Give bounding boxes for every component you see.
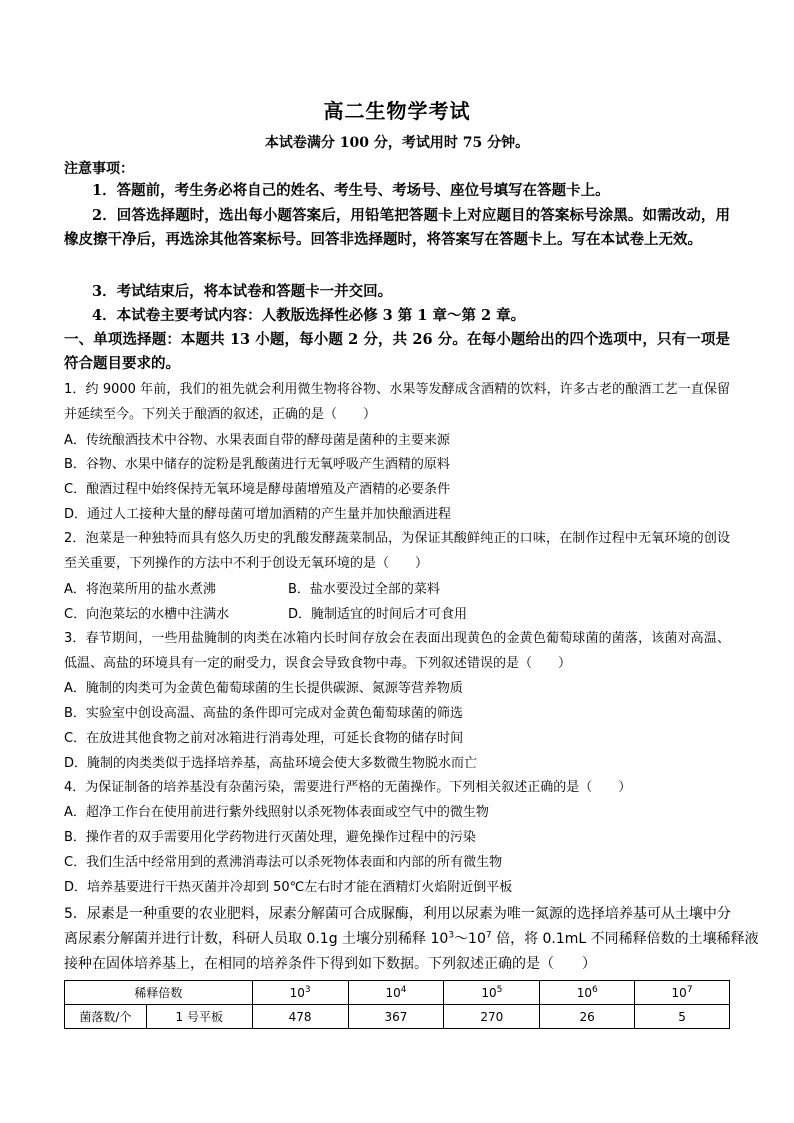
question-1-option-c: C．酿酒过程中始终保持无氧环境是酵母菌增殖及产酒精的必要条件: [64, 482, 451, 497]
question-1-option-a: A．传统酿酒技术中谷物、水果表面自带的酵母菌是菌种的主要来源: [64, 433, 450, 448]
question-4-stem: 4．为保证制备的培养基没有杂菌污染，需要进行严格的无菌操作。下列相关叙述正确的是（ ）: [64, 780, 632, 795]
dilution-table: [64, 980, 730, 1029]
table-row-label: 菌落数/个: [65, 1005, 147, 1029]
section-heading: 一、单项选择题：本题共 13 小题，每小题 2 分，共 26 分。在每小题给出的四个选项中，只有一项是符合题目要求的。: [64, 331, 730, 372]
question-2-option-c: C．向泡菜坛的水槽中注满水: [64, 607, 230, 622]
question-2-stem: 2．泡菜是一种独特而具有悠久历史的乳酸发酵蔬菜制品，为保证其酸鲜纯正的口味，在制作过程中无氧环境的创设至关重要，下列操作的方法中不利于创设无氧环境的是（ ）: [64, 531, 730, 571]
question-5-text-b: ～10: [454, 931, 486, 947]
table-header-row: [65, 981, 730, 1005]
question-5-text-a: 离尿素分解菌并进行计数，科研人员取 0.1g 土壤分别稀释 10: [64, 931, 449, 947]
question-5-exp-a: 3: [448, 930, 455, 941]
table-header-cell: $10^3$: [252, 981, 348, 1005]
question-5-stem-line-1: 5．尿素是一种重要的农业肥料，尿素分解菌可合成脲酶，利用以尿素为唯一氮源的选择培养基可从土壤中分: [64, 906, 731, 922]
notice-heading: 注意事项：: [64, 161, 134, 177]
question-3-option-b: B．实验室中创设高温、高盐的条件即可完成对金黄色葡萄球菌的筛选: [64, 706, 463, 721]
table-cell: 270: [444, 1005, 540, 1029]
table-header-cell: $10^5$: [444, 981, 540, 1005]
table-header-cell: $10^7$: [635, 981, 730, 1005]
table-cell: 478: [252, 1005, 348, 1029]
notice-item-3: 3．考试结束后，将本试卷和答题卡一并交回。: [92, 283, 393, 300]
question-5-exp-b: 7: [485, 930, 492, 941]
question-4-option-c: C．我们生活中经常用到的煮沸消毒法可以杀死物体表面和内部的所有微生物: [64, 855, 503, 870]
question-1-option-d: D．通过人工接种大量的酵母菌可增加酒精的产生量并加快酿酒进程: [64, 507, 452, 522]
table-header-cell: $10^4$: [348, 981, 444, 1005]
question-2-options-row-2: [64, 603, 468, 628]
question-3-option-d: D．腌制的肉类类似于选择培养基，高盐环境会使大多数微生物脱水而亡: [64, 756, 478, 771]
table-cell: 5: [635, 1005, 730, 1029]
question-2-option-a: A．将泡菜所用的盐水煮沸: [64, 582, 216, 597]
table-row-sublabel: 1 号平板: [146, 1005, 252, 1029]
table-header-cell: $10^6$: [540, 981, 635, 1005]
question-5-stem-line-2: [64, 927, 759, 952]
notice-item-2: 2．回答选择题时，选出每小题答案后，用铅笔把答题卡上对应题目的答案标号涂黑。如需改动，用橡皮擦干净后，再选涂其他答案标号。回答非选择题时，将答案写在答题卡上。写在本试卷上无效。: [64, 207, 730, 248]
table-cell: 26: [540, 1005, 635, 1029]
question-2-option-b: B．盐水要没过全部的菜料: [288, 582, 440, 597]
exam-title: 高二生物学考试: [323, 99, 471, 123]
table-row: [65, 1005, 730, 1029]
table-header-label: 稀释倍数: [65, 981, 253, 1005]
question-3-stem: 3．春节期间，一些用盐腌制的肉类在冰箱内长时间存放会在表面出现黄色的金黄色葡萄球菌的菌落，该菌对高温、低温、高盐的环境具有一定的耐受力，误食会导致食物中毒。下列叙述错误的是（ ）: [64, 631, 730, 671]
question-3-option-a: A．腌制的肉类可为金黄色葡萄球菌的生长提供碳源、氮源等营养物质: [64, 681, 463, 696]
question-4-option-a: A．超净工作台在使用前进行紫外线照射以杀死物体表面或空气中的微生物: [64, 805, 489, 820]
exam-subtitle: 本试卷满分 100 分，考试用时 75 分钟。: [264, 135, 530, 151]
question-2-options-row-1: [64, 578, 440, 603]
question-2-option-d: D．腌制适宜的时间后才可食用: [288, 607, 468, 622]
notice-item-1: 1．答题前，考生务必将自己的姓名、考生号、考场号、座位号填写在答题卡上。: [92, 182, 610, 199]
question-4-option-b: B．操作者的双手需要用化学药物进行灭菌处理，避免操作过程中的污染: [64, 830, 476, 845]
question-5-stem-line-3: 接种在固体培养基上，在相同的培养条件下得到如下数据。下列叙述正确的是（ ）: [64, 956, 596, 972]
table-cell: 367: [348, 1005, 444, 1029]
question-1-option-b: B．谷物、水果中储存的淀粉是乳酸菌进行无氧呼吸产生酒精的原料: [64, 457, 450, 472]
question-4-option-d: D．培养基要进行干热灭菌并冷却到 50℃左右时才能在酒精灯火焰附近倒平板: [64, 880, 513, 895]
notice-item-4: 4．本试卷主要考试内容：人教版选择性必修 3 第 1 章～第 2 章。: [92, 307, 526, 324]
question-5-text-c: 倍，将 0.1mL 不同稀释倍数的土壤稀释液: [491, 931, 759, 947]
question-1-stem: 1．约 9000 年前，我们的祖先就会利用微生物将谷物、水果等发酵成含酒精的饮料，许多古老的酿酒工艺一直保留并延续至今。下列关于酿酒的叙述，正确的是（ ）: [64, 382, 730, 422]
question-3-option-c: C．在放进其他食物之前对冰箱进行消毒处理，可延长食物的储存时间: [64, 731, 464, 746]
